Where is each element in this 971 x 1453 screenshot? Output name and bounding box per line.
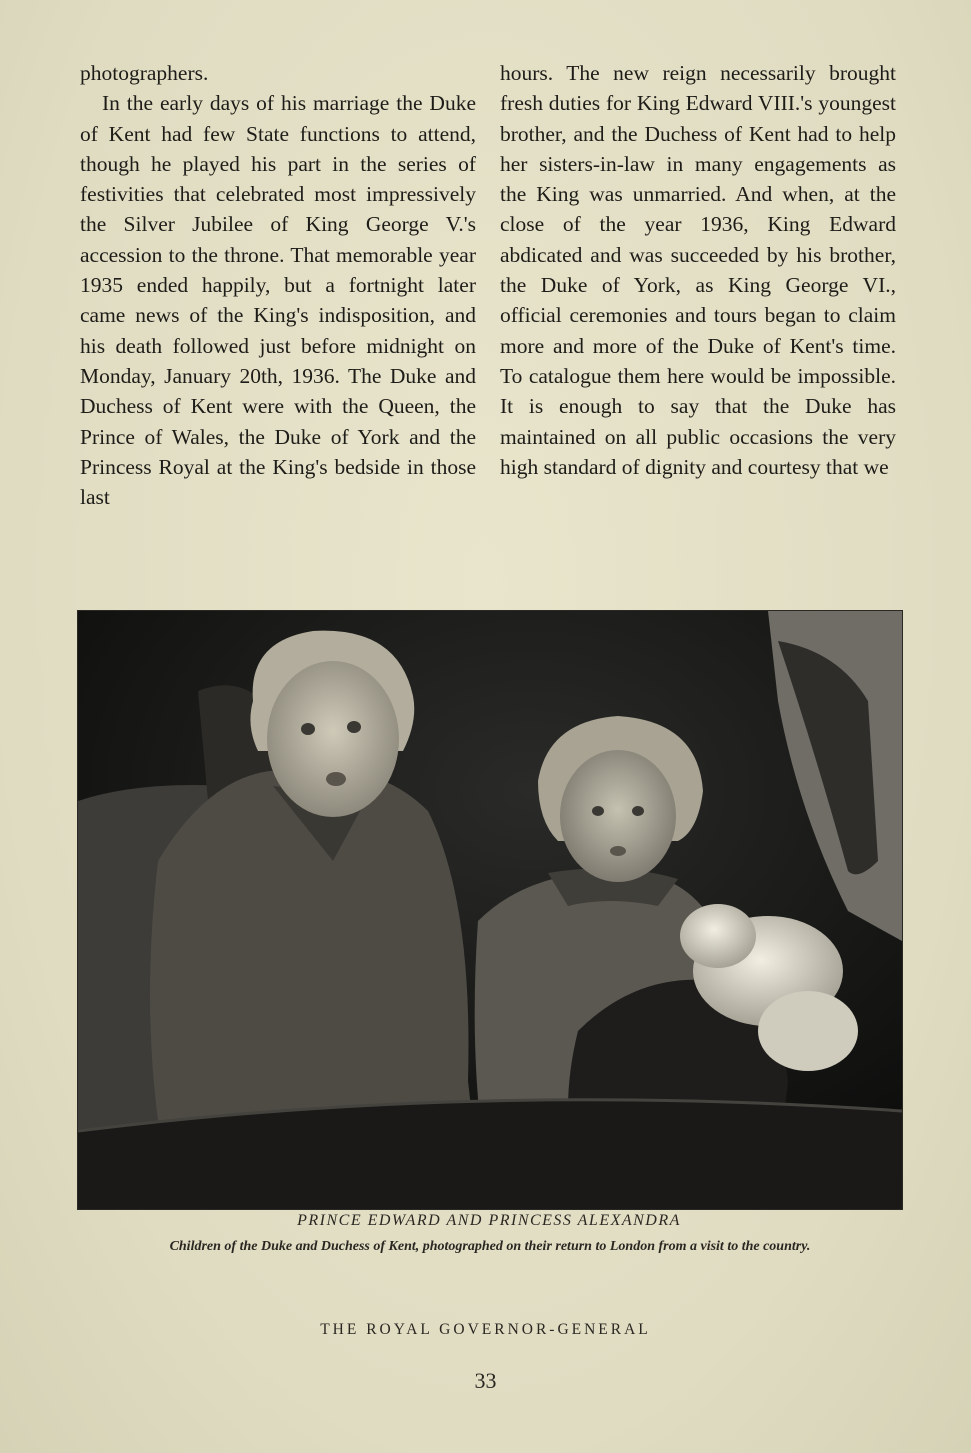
- right-paragraph-1: hours. The new reign necessarily brought fresh duties for King Edward VIII.'s youngest brother, and the Duchess of Kent had to help her sisters-in-law in many engagements as the King was unmarried. And when, at the close of the year 1936, King Edward abdicated and was succeeded by his brother, the Duke of York, as King George VI., official ceremonies and tours began to claim more and more of the Duke of Kent's time. To catalogue them here would be impossible. It is enough to say that the Duke has maintained on all public occasions the very high standard of dignity and courtesy that we: [500, 61, 896, 479]
- photo-caption-title: PRINCE EDWARD AND PRINCESS ALEXANDRA: [297, 1212, 681, 1229]
- photo-caption-text: Children of the Duke and Duchess of Kent, photographed on their return to London from a visit to the country.: [169, 1239, 811, 1254]
- left-paragraph-1: photographers.: [80, 61, 209, 85]
- page-number: 33: [474, 1368, 497, 1393]
- photograph: [77, 610, 903, 1210]
- right-text-column: [500, 58, 896, 482]
- photograph-children-in-car: [78, 611, 902, 1209]
- running-title: THE ROYAL GOVERNOR-GENERAL: [320, 1321, 651, 1338]
- left-paragraph-2: In the early days of his marriage the Duke of Kent had few State functions to attend, though he played his part in the series of festivities that celebrated most impressively the Silver Jubilee of King George V.'s accession to the throne. That memorable year 1935 ended happily, but a fortnight later came news of the King's indisposition, and his death followed just before midnight on Monday, January 20th, 1936. The Duke and Duchess of Kent were with the Queen, the Prince of Wales, the Duke of York and the Princess Royal at the King's bedside in those last: [80, 91, 476, 510]
- left-text-column: [80, 58, 476, 512]
